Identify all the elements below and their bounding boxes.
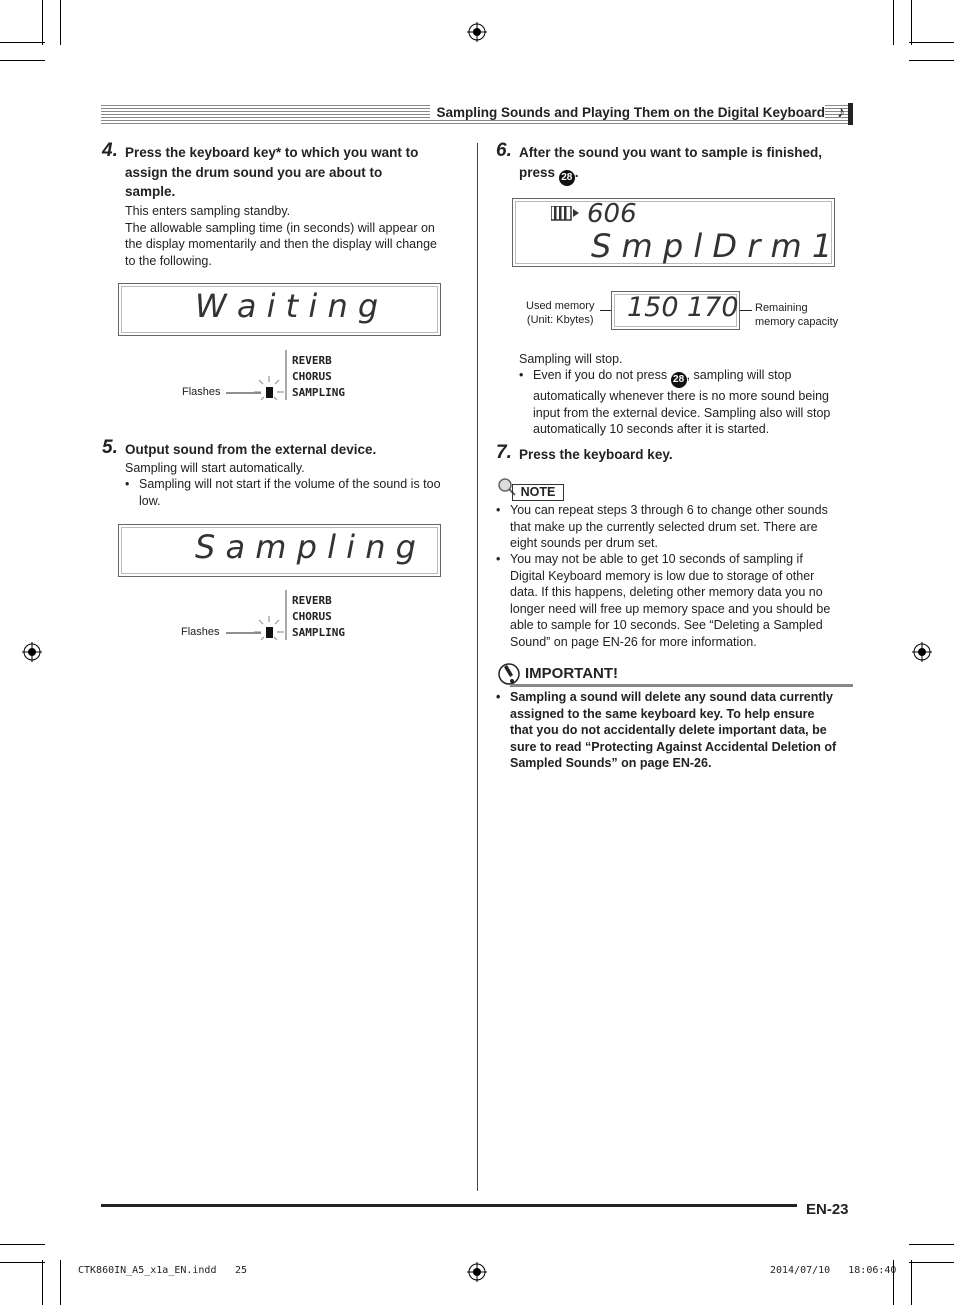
step-body: This enters sampling standby. The allowable sampling time (in seconds) will appear on the display momentarily and then the display will change to the following. [125,204,437,268]
step-body: Sampling will stop. [519,352,623,366]
crop-mark [909,42,954,43]
indicator-labels [292,593,345,641]
callout-line [740,310,752,311]
crop-mark [909,1262,954,1263]
flashes-label: Flashes [181,626,220,638]
indicator-sampling: SAMPLING [292,386,345,399]
registration-mark-icon [467,22,487,42]
step-heading: Press the keyboard key* to which you want to assign the drum sound you are about to sample. [125,145,419,199]
flashing-indicator-icon [226,590,288,640]
step-number: 7. [496,442,512,463]
step-heading: Output sound from the external device. [125,442,377,457]
memory-display [611,291,740,330]
crop-mark [0,42,45,43]
file-name: CTK860IN_A5_x1a_EN.indd [78,1265,217,1276]
step-number: 5. [102,437,118,458]
display-text: S m p l D r m 1 [591,227,833,265]
tone-number: 606 [587,199,637,229]
lcd-display [118,283,441,336]
crop-mark [0,60,45,61]
step-number: 4. [102,140,118,161]
flashes-label: Flashes [182,386,221,398]
footer-rule [101,1204,797,1207]
indicator-reverb: REVERB [292,594,332,607]
step-body: Sampling will start automatically. [125,461,305,475]
lcd-display [512,198,835,267]
crop-mark [42,0,43,45]
crop-mark [911,0,912,45]
used-memory-value: 150 [627,292,679,323]
crop-mark [0,1244,45,1245]
crop-mark [911,1260,912,1305]
step-number: 6. [496,140,512,161]
flashing-indicator-icon [226,350,288,400]
section-title: Sampling Sounds and Playing Them on the Digital Keyboard [430,105,825,120]
remaining-memory-label: Remaining memory capacity [755,302,839,328]
crop-mark [909,60,954,61]
indicator-chorus: CHORUS [292,610,332,623]
indicator-chorus: CHORUS [292,370,332,383]
step-heading: Press the keyboard key. [519,447,673,462]
indicator-reverb: REVERB [292,354,332,367]
indicator-labels [292,353,345,401]
crop-mark [60,0,61,45]
important-icon [497,662,521,686]
print-timestamp: 2014/07/10 18:06:40 [770,1265,897,1276]
indicator-sampling: SAMPLING [292,626,345,639]
section-header [101,103,853,125]
callout-line [600,310,611,311]
display-text: S a m p l i n g [195,528,416,566]
crop-mark [0,1262,45,1263]
display-text: W a i t i n g [195,287,379,325]
important-rule [510,684,853,687]
step-heading: After the sound you want to sample is finished, press 28 . [519,143,859,186]
music-note-icon: ♪ [837,104,845,121]
file-page: 25 [235,1265,248,1276]
column-divider [477,143,478,1191]
note-label: NOTE [512,484,564,501]
crop-mark [42,1260,43,1305]
button-28-icon: 28 [559,170,575,186]
keyboard-icon [551,206,581,222]
crop-mark [893,0,894,45]
lcd-display [118,524,441,577]
registration-mark-icon [467,1262,487,1282]
button-28-icon: 28 [671,372,687,388]
registration-mark-icon [912,642,932,662]
important-label: IMPORTANT! [525,665,619,682]
remaining-memory-value: 170 [687,292,739,323]
used-memory-label: Used memory (Unit: Kbytes) [526,300,595,326]
registration-mark-icon [22,642,42,662]
crop-mark [909,1244,954,1245]
page-number: EN-23 [806,1201,849,1218]
crop-mark [60,1260,61,1305]
header-endcap [848,103,853,125]
